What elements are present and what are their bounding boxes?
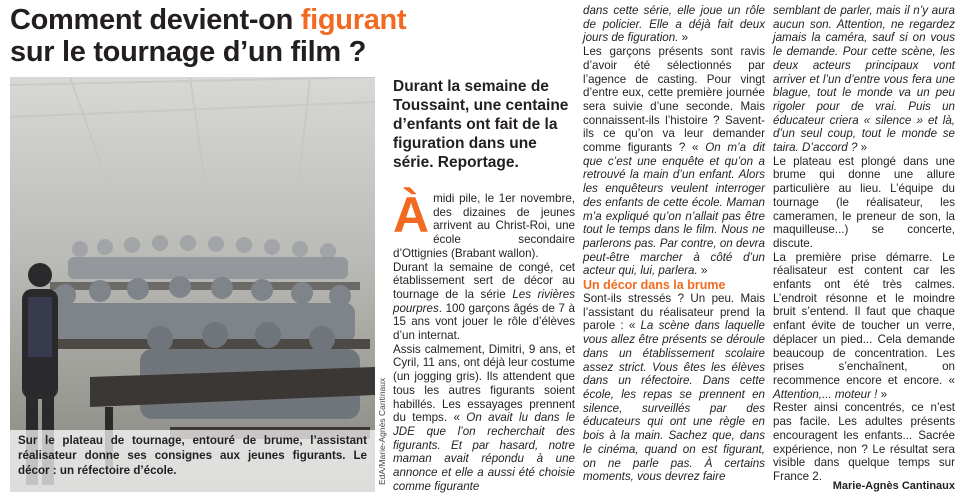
photo-credit: EdA/Marie-Agnès Cantinaux [377, 377, 387, 485]
drop-cap: À [393, 187, 430, 243]
author-signature: Marie-Agnès Cantinaux [832, 480, 955, 492]
article-lead: Durant la semaine de Toussaint, une centaine d’enfants ont fait de la figuration dans une série. Reportage. [393, 78, 569, 171]
paragraph: Assis calmement, Dimitri, 9 ans, et Cyril, 11 ans, ont déjà leur costume (un jogging gris). Ils attendent que tous les autres figurants soient habillés. Les essayages prennent du temps. « On avait lu dans le JDE que l’on recherchait des figurants. Et par hasard, notre maman avait répondu à une annonce et elle a aussi été choisie comme figurante [393, 342, 575, 493]
paragraph: dans cette série, elle joue un rôle de policier. Elle a déjà fait deux jours de figuration. » [583, 4, 765, 45]
paragraph: Sont-ils stressés ? Un peu. Mais l’assistant du réalisateur prend la parole : « La scène dans laquelle vous allez être présents se déroule dans un établissement scolaire assez strict. Vous êtes les élèves dans un réfectoire. Dans cette école, les repas se prennent en silence, surveillés par des éducateurs qui ont une règle en bois à la main. Sachez que, dans le cinéma, quand on est figurant, on ne parle pas. À certains moments, vous devrez faire [583, 292, 766, 484]
paragraph: semblant de parler, mais il n’y aura aucun son. Attention, ne regardez jamais la caméra, sauf si on vous le demande. Pour cette scène, les deux acteurs principaux vont arriver et l’un d’entre vous fera une blague, tout le monde va un peu rigoler pour de vrai. Puis un éducateur criera « silence » et là, d’un seul coup, tout le monde se taira. D’accord ? » [773, 4, 955, 155]
headline [10, 4, 570, 68]
paragraph: Le plateau est plongé dans une brume qui donne une allure particulière au lieu. L’équipe du tournage (le réalisateur, les cameramen, le preneur de son, la maquilleuse...) se concerte, discute. [773, 154, 955, 250]
paragraph: Rester ainsi concentrés, ce n’est pas facile. Les adultes présents encouragent les enfants... Sacrée expérience, non ? Le résultat sera visible dans quelque temps sur France 2. [773, 401, 955, 483]
paragraph: La première prise démarre. Le réalisateur est content car les enfants ont été très calmes. L’endroit résonne et le moindre bruit s’entend. Il faut que chaque enfant évite de toucher un verre, déplacer un pied... Cela demande beaucoup de concentration. Les prises s’enchaînent, on recommence encore et encore. « Attention,... moteur ! » [773, 250, 955, 401]
article-photo [10, 77, 375, 492]
article-column-2 [583, 4, 765, 484]
headline-accent-word: figurant [300, 4, 407, 36]
paragraph: Àmidi pile, le 1er novembre, des dizaines de jeunes arrivent au Christ-Roi, une école secondaire d’Ottignies (Brabant wallon). [393, 187, 575, 260]
section-subhead: Un décor dans la brume [583, 278, 726, 293]
article-column-3 [773, 4, 955, 484]
paragraph: Durant la semaine de congé, cet établissement sert de décor au tournage de la série Les rivières pourpres. 100 garçons âgés de 7 à 15 ans vont jouer le rôle d’élèves d’un internat. [393, 260, 576, 343]
article-column-1 [393, 187, 576, 493]
photo-caption: Sur le plateau de tournage, entouré de brume, l’assistant réalisateur donne ses consignes aux jeunes figurants. Le décor : un réfectoire d’école. [10, 430, 375, 492]
headline-line-2: sur le tournage d’un film ? [10, 36, 367, 68]
paragraph: Les garçons présents sont ravis d’avoir été sélectionnés par l’agence de casting. Pour vingt d’entre eux, cette première journée sera suivie d’une seconde. Mais connaissent-ils l’histoire ? Savent-ils ce qu’on va leur demander comme figurants ? « On m’a dit que c’est une enquête et qu’on a retrouvé la main d’un enfant. Alors les enquêteurs veulent interroger des enfants de cette école. Maman m’a expliqué qu’on n’allait pas être tout le temps dans le film. Nous ne parlerons pas. Par contre, on devra peut-être marcher à côté d’un acteur qui, lui, parlera. » [583, 45, 765, 278]
headline-text: Comment devient-on [10, 4, 301, 36]
headline-line-1 [10, 4, 570, 36]
